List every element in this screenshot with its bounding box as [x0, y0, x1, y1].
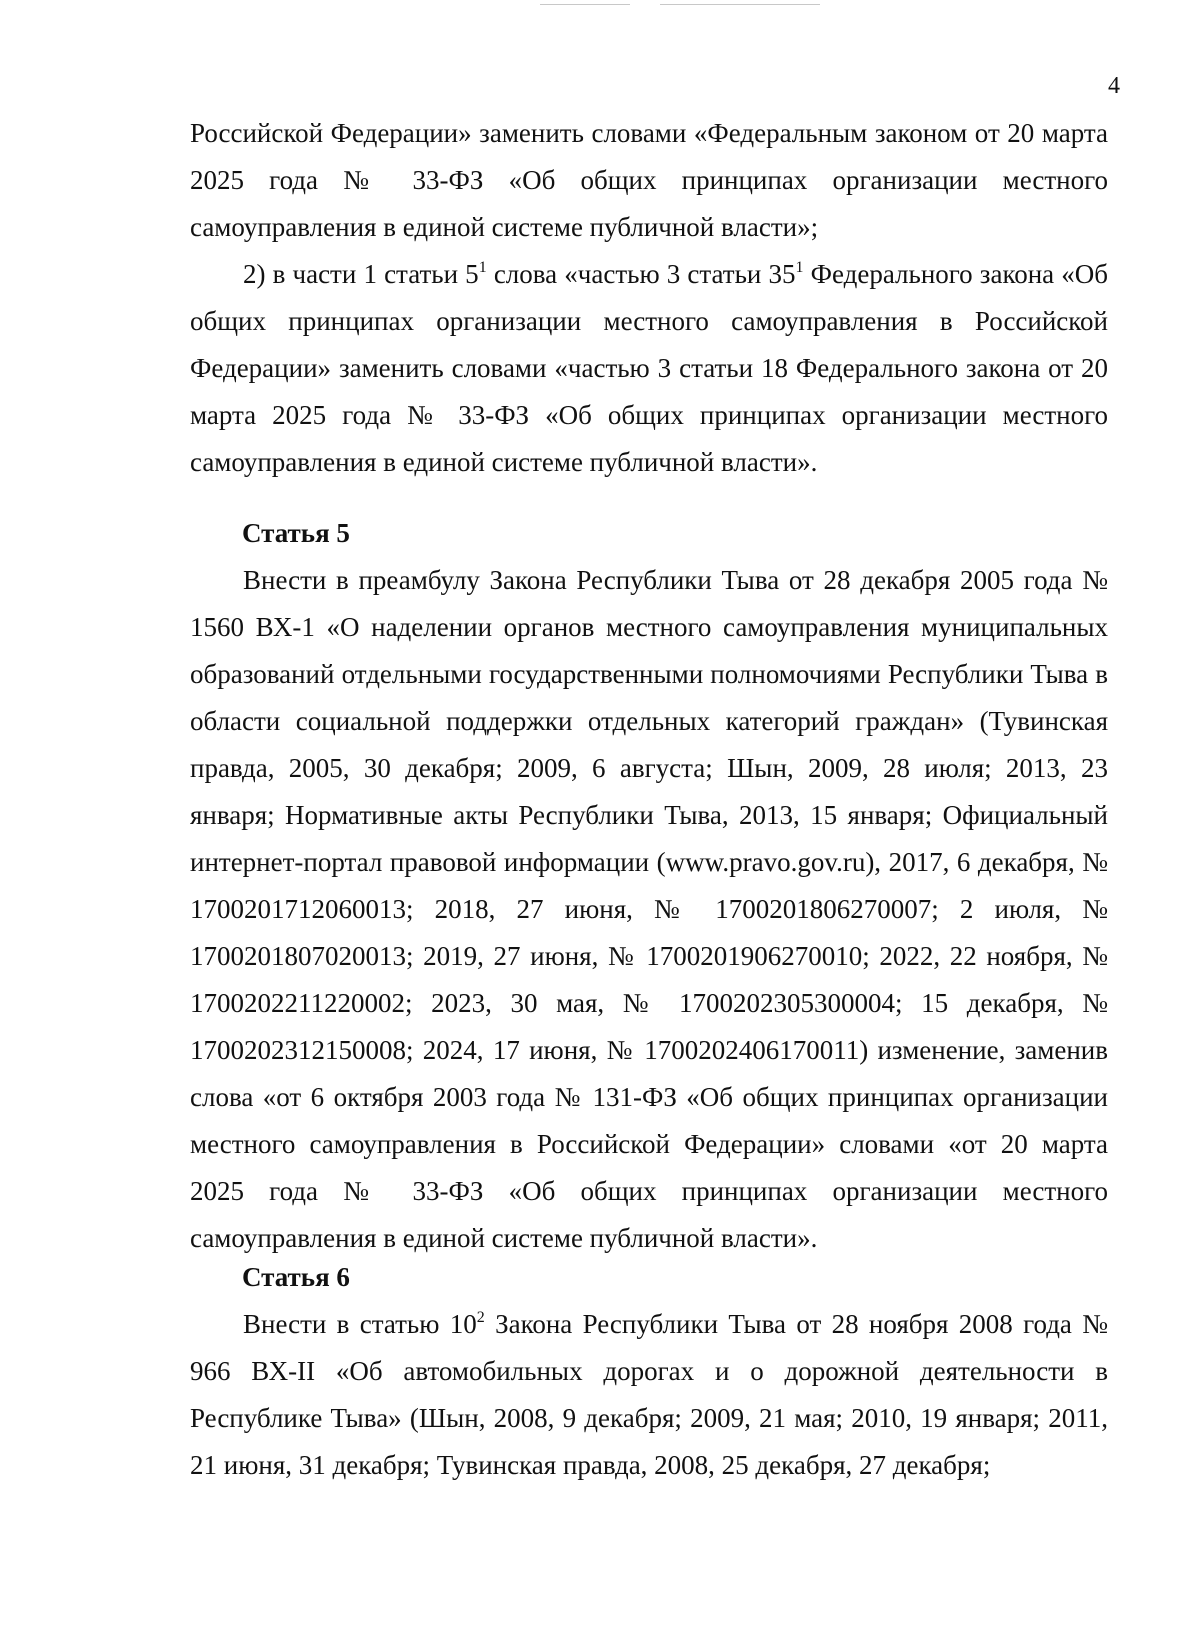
article-5-body: Внести в преамбулу Закона Республики Тыва от 28 декабря 2005 года № 1560 ВХ-1 «О наделении органов местного самоуправления муниципальных образований отдельными государственными полномочиями Республики Тыва в области социальной поддержки отдельных категорий граждан» (Тувинская правда, 2005, 30 декабря; 2009, 6 августа; Шын, 2009, 28 июля; 2013, 23 января; Нормативные акты Республики Тыва, 2013, 15 января; Официальный интернет-портал правовой информации (www.pravo.gov.ru), 2017, 6 декабря, № 1700201712060013; 2018, 27 июня, № 1700201806270007; 2 июля, № 1700201807020013; 2019, 27 июня, № 1700201906270010; 2022, 22 ноября, № 1700202211220002; 2023, 30 мая, № 1700202305300004; 15 декабря, № 1700202312150008; 2024, 17 июня, № 1700202406170011) изменение, заменив слова «от 6 октября 2003 года № 131-ФЗ «Об общих принципах организации местного самоуправления в Российской Федерации» словами «от 20 марта 2025 года № 33-ФЗ «Об общих принципах организации местного самоуправления в единой системе публичной власти».: [190, 565, 1108, 1253]
intro-paragraph-block: [190, 110, 1108, 486]
scan-artifact: [660, 4, 820, 5]
article-6-heading: Статья 6: [242, 1262, 350, 1292]
item-2-superscript-b: 1: [795, 259, 804, 276]
intro-paragraph: Российской Федерации» заменить словами «Федеральным законом от 20 марта 2025 года № 33-ФЗ «Об общих принципах организации местного самоуправления в единой системе публичной власти»;: [190, 118, 1108, 242]
item-2-text-c: Федерального закона «Об общих принципах организации местного самоуправления в Российской Федерации» заменить словами «частью 3 статьи 18 Федерального закона от 20 марта 2025 года № 33-ФЗ «Об общих принципах организации местного самоуправления в единой системе публичной власти».: [190, 259, 1109, 477]
scan-artifact: [540, 4, 630, 5]
article-6-text-b: Закона Республики Тыва от 28 ноября 2008 года № 966 ВХ-II «Об автомобильных дорогах и о дорожной деятельности в Республике Тыва» (Шын, 2008, 9 декабря; 2009, 21 мая; 2010, 19 января; 2011, 21 июня, 31 декабря; Тувинская правда, 2008, 25 декабря, 27 декабря;: [190, 1309, 1108, 1480]
article-6-text-a: Внести в статью 10: [243, 1309, 477, 1339]
article-5-block: [190, 557, 1108, 1262]
item-2-text-b: слова «частью 3 статьи 35: [486, 259, 796, 289]
page-number: 4: [1108, 73, 1120, 99]
article-6-body: [190, 1301, 1108, 1489]
item-2-superscript-a: 1: [478, 259, 487, 276]
article-5-heading: Статья 5: [242, 518, 350, 548]
item-2-paragraph: [190, 251, 1108, 486]
article-6-block: [190, 1301, 1108, 1489]
item-2-text-a: 2) в части 1 статьи 5: [243, 259, 479, 289]
article-6-superscript: 2: [476, 1309, 485, 1326]
